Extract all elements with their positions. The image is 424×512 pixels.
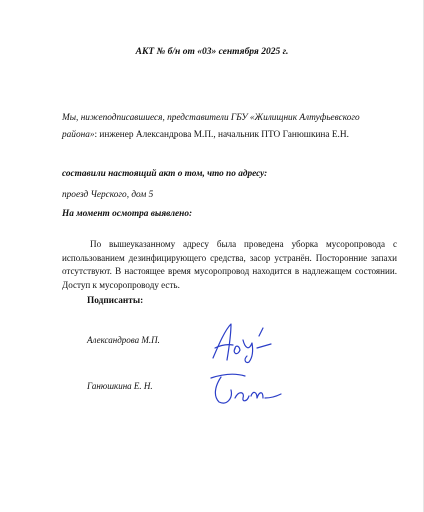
signatory-name-2: Ганюшкина Е. Н. [87, 381, 153, 391]
intro-paragraph [62, 110, 392, 144]
signers-heading: Подписанты: [87, 296, 144, 306]
intro-plain-text: : инженер Александрова М.П., начальник ПТО Ганюшкина Е.Н. [94, 130, 349, 140]
inspection-label: На момент осмотра выявлено: [62, 209, 193, 219]
inspection-body: По вышеуказанному адресу была проведена уборка мусоропровода с использованием дезинфицирующего средства, засор устранён. Посторонние запахи отсутствуют. В настоящее время мусоропровод находится в надлежащем состоянии. Доступ к мусоропроводу есть. [62, 239, 397, 290]
intro-italic-text: Мы, нижеподписавшиеся, представители ГБУ «Жилищник Алтуфьевского района» [62, 113, 360, 140]
signatory-name-1: Александрова М.П. [87, 335, 160, 345]
compiled-label: составили настоящий акт о том, что по адресу: [62, 169, 268, 179]
address-text: проезд Черского, дом 5 [62, 190, 154, 200]
document-title: АКТ № б/н от «03» сентября 2025 г. [135, 47, 289, 57]
signature-1-image [205, 318, 277, 366]
signature-2-image [205, 368, 285, 414]
